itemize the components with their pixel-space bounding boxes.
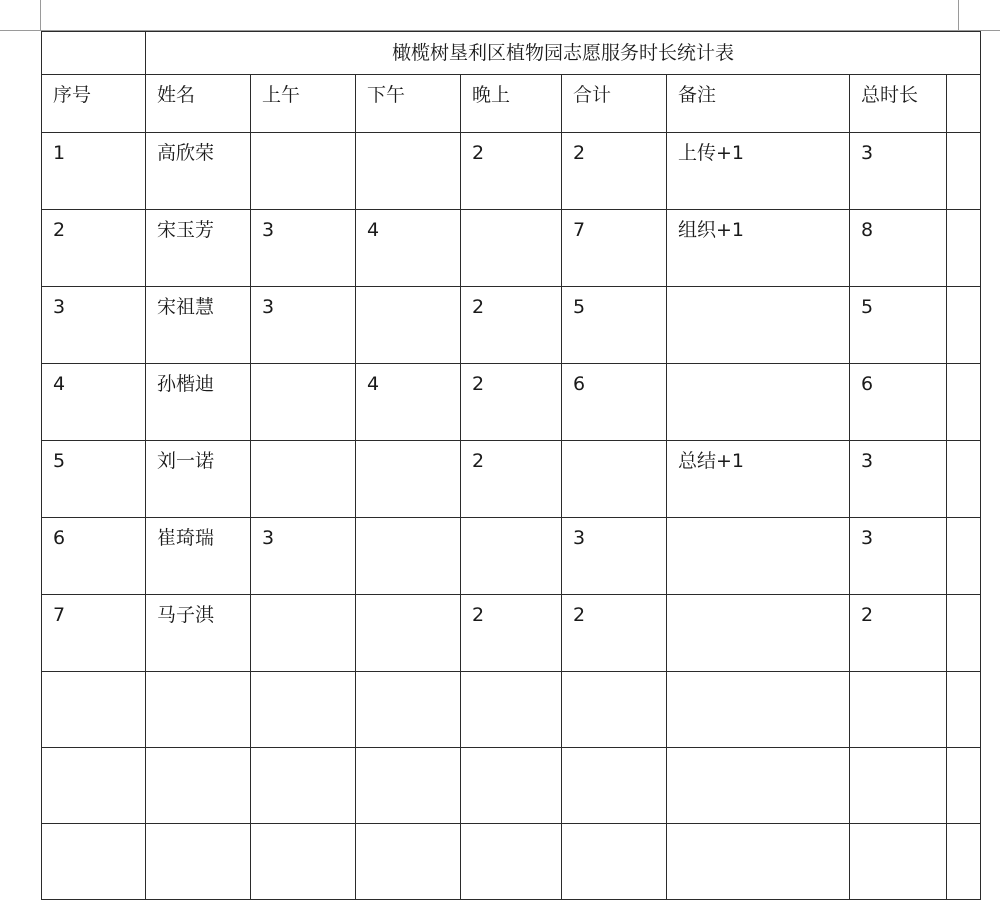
header-evening: 晚上	[472, 84, 511, 106]
cell-value	[947, 133, 980, 141]
empty-table-cell[interactable]	[850, 672, 947, 748]
table-cell[interactable]	[42, 287, 146, 364]
cell-value: 组织+1	[678, 219, 745, 241]
table-cell[interactable]	[251, 287, 356, 364]
table-cell[interactable]	[461, 287, 562, 364]
cell-value: 总结+1	[678, 450, 745, 472]
cell-value: 5	[573, 296, 586, 318]
empty-table-cell[interactable]	[667, 748, 850, 824]
header-name: 姓名	[157, 84, 196, 106]
table-cell[interactable]	[562, 595, 667, 672]
cell-value	[947, 595, 980, 603]
cell-value: 3	[573, 527, 586, 549]
table-cell[interactable]	[146, 133, 251, 210]
cell-value	[947, 287, 980, 295]
empty-table-cell[interactable]	[356, 748, 461, 824]
table-cell[interactable]	[667, 518, 850, 595]
empty-table-row	[42, 824, 981, 900]
header-row	[42, 75, 981, 133]
cell-value: 3	[861, 527, 874, 549]
cell-value	[461, 518, 561, 526]
table-row	[42, 595, 981, 672]
cell-value: 4	[367, 219, 380, 241]
table-cell[interactable]	[947, 364, 981, 441]
table-cell[interactable]	[251, 133, 356, 210]
header-extra	[947, 75, 980, 83]
table-cell[interactable]	[251, 595, 356, 672]
table-cell[interactable]	[146, 518, 251, 595]
table-cell[interactable]	[667, 287, 850, 364]
title-blank-cell[interactable]	[42, 32, 146, 75]
cell-value	[461, 210, 561, 218]
cell-value	[947, 441, 980, 449]
empty-table-cell[interactable]	[850, 824, 947, 900]
table-cell[interactable]	[461, 441, 562, 518]
table-cell[interactable]	[947, 595, 981, 672]
cell-value	[947, 210, 980, 218]
table-cell[interactable]	[461, 133, 562, 210]
cell-value	[667, 595, 849, 603]
table-cell[interactable]	[947, 287, 981, 364]
table-cell[interactable]	[461, 210, 562, 287]
table-cell[interactable]	[146, 364, 251, 441]
table-cell[interactable]	[850, 595, 947, 672]
table-cell[interactable]	[850, 210, 947, 287]
cell-value: 2	[472, 450, 485, 472]
empty-table-cell[interactable]	[667, 824, 850, 900]
header-cell[interactable]	[667, 75, 850, 133]
empty-table-row	[42, 672, 981, 748]
cell-value: 宋玉芳	[157, 219, 215, 241]
table-cell[interactable]	[850, 518, 947, 595]
table-row	[42, 210, 981, 287]
cell-value: 4	[53, 373, 66, 395]
cell-value: 6	[573, 373, 586, 395]
table-cell[interactable]	[356, 441, 461, 518]
cell-value: 马子淇	[157, 604, 215, 626]
table-cell[interactable]	[667, 133, 850, 210]
cell-value	[947, 518, 980, 526]
empty-table-cell[interactable]	[42, 824, 146, 900]
table-cell[interactable]	[356, 133, 461, 210]
empty-table-cell[interactable]	[146, 824, 251, 900]
cell-value: 2	[573, 142, 586, 164]
table-row	[42, 518, 981, 595]
header-cell[interactable]	[562, 75, 667, 133]
cell-value: 7	[53, 604, 66, 626]
cell-value: 5	[861, 296, 874, 318]
empty-table-cell[interactable]	[251, 824, 356, 900]
empty-table-cell[interactable]	[562, 748, 667, 824]
cell-value: 3	[262, 527, 275, 549]
empty-table-cell[interactable]	[356, 672, 461, 748]
cell-value	[251, 133, 355, 141]
empty-table-row	[42, 748, 981, 824]
cell-value	[356, 518, 460, 526]
table-cell[interactable]	[947, 518, 981, 595]
cell-value: 2	[472, 296, 485, 318]
cell-value: 2	[861, 604, 874, 626]
header-seq: 序号	[53, 84, 92, 106]
header-cell[interactable]	[251, 75, 356, 133]
cell-value: 2	[472, 373, 485, 395]
table-cell[interactable]	[562, 287, 667, 364]
table-cell[interactable]	[461, 518, 562, 595]
cell-value: 8	[861, 219, 874, 241]
table-cell[interactable]	[251, 441, 356, 518]
cell-value: 2	[472, 604, 485, 626]
table-cell[interactable]	[356, 210, 461, 287]
table-cell[interactable]	[850, 441, 947, 518]
empty-table-cell[interactable]	[461, 824, 562, 900]
volunteer-hours-table	[41, 31, 981, 900]
table-cell[interactable]	[356, 364, 461, 441]
table-cell[interactable]	[42, 210, 146, 287]
table-cell[interactable]	[850, 133, 947, 210]
empty-table-cell[interactable]	[850, 748, 947, 824]
cell-value	[251, 441, 355, 449]
empty-table-cell[interactable]	[146, 748, 251, 824]
table-cell[interactable]	[42, 518, 146, 595]
table-title-cell[interactable]	[146, 32, 981, 75]
header-remarks: 备注	[678, 84, 717, 106]
table-cell[interactable]	[947, 441, 981, 518]
cell-value	[356, 287, 460, 295]
table-row	[42, 133, 981, 210]
table-cell[interactable]	[562, 133, 667, 210]
header-morning: 上午	[262, 84, 301, 106]
table-cell[interactable]	[562, 518, 667, 595]
cell-value: 6	[861, 373, 874, 395]
cell-value	[356, 595, 460, 603]
cell-value	[667, 518, 849, 526]
cell-value: 5	[53, 450, 66, 472]
table-cell[interactable]	[146, 441, 251, 518]
cell-value: 7	[573, 219, 586, 241]
header-afternoon: 下午	[367, 84, 406, 106]
cell-value: 3	[861, 142, 874, 164]
cell-value	[667, 364, 849, 372]
table-cell[interactable]	[667, 441, 850, 518]
table-cell[interactable]	[251, 364, 356, 441]
table-cell[interactable]	[850, 287, 947, 364]
cell-value	[356, 441, 460, 449]
empty-table-cell[interactable]	[667, 672, 850, 748]
table-cell[interactable]	[461, 595, 562, 672]
cell-value	[947, 364, 980, 372]
table-cell[interactable]	[356, 518, 461, 595]
cell-value: 2	[573, 604, 586, 626]
cell-value: 高欣荣	[157, 142, 215, 164]
table-cell[interactable]	[562, 210, 667, 287]
table-cell[interactable]	[146, 287, 251, 364]
table-cell[interactable]	[562, 441, 667, 518]
empty-table-cell[interactable]	[461, 672, 562, 748]
empty-table-cell[interactable]	[251, 672, 356, 748]
cell-value: 6	[53, 527, 66, 549]
cell-value	[251, 595, 355, 603]
table-cell[interactable]	[356, 595, 461, 672]
table-cell[interactable]	[850, 364, 947, 441]
header-cell[interactable]	[146, 75, 251, 133]
cell-value: 1	[53, 142, 66, 164]
table-cell[interactable]	[251, 210, 356, 287]
empty-table-cell[interactable]	[562, 672, 667, 748]
empty-table-cell[interactable]	[562, 824, 667, 900]
cell-value	[562, 441, 666, 449]
table-cell[interactable]	[356, 287, 461, 364]
cell-value: 3	[861, 450, 874, 472]
cell-value: 3	[262, 296, 275, 318]
empty-table-cell[interactable]	[146, 672, 251, 748]
table-cell[interactable]	[42, 133, 146, 210]
table-row	[42, 287, 981, 364]
table-cell[interactable]	[42, 595, 146, 672]
empty-table-cell[interactable]	[42, 748, 146, 824]
table-cell[interactable]	[42, 441, 146, 518]
cell-value: 宋祖慧	[157, 296, 215, 318]
empty-table-cell[interactable]	[947, 748, 981, 824]
cell-value	[356, 133, 460, 141]
header-cell[interactable]	[461, 75, 562, 133]
cell-value: 3	[53, 296, 66, 318]
table-cell[interactable]	[947, 210, 981, 287]
cell-value: 3	[262, 219, 275, 241]
cell-value: 孙楷迪	[157, 373, 215, 395]
table-cell[interactable]	[42, 364, 146, 441]
page-margin-guide-right	[958, 0, 959, 31]
table-cell[interactable]	[667, 364, 850, 441]
empty-table-cell[interactable]	[42, 672, 146, 748]
table-cell[interactable]	[146, 210, 251, 287]
page-margin-guide-left	[40, 0, 41, 31]
table-cell[interactable]	[562, 364, 667, 441]
empty-table-cell[interactable]	[356, 824, 461, 900]
cell-value: 2	[53, 219, 66, 241]
cell-value: 2	[472, 142, 485, 164]
cell-value	[667, 287, 849, 295]
title-row	[42, 32, 981, 75]
table-cell[interactable]	[461, 364, 562, 441]
header-cell[interactable]	[356, 75, 461, 133]
header-cell[interactable]	[947, 75, 981, 133]
header-cell[interactable]	[42, 75, 146, 133]
table-cell[interactable]	[667, 595, 850, 672]
cell-value: 4	[367, 373, 380, 395]
cell-value: 上传+1	[678, 142, 745, 164]
header-cell[interactable]	[850, 75, 947, 133]
empty-table-cell[interactable]	[461, 748, 562, 824]
header-subtotal: 合计	[573, 84, 612, 106]
cell-value: 刘一诺	[157, 450, 215, 472]
cell-value: 崔琦瑞	[157, 527, 215, 549]
table-cell[interactable]	[251, 518, 356, 595]
empty-table-cell[interactable]	[947, 824, 981, 900]
empty-table-cell[interactable]	[947, 672, 981, 748]
table-cell[interactable]	[667, 210, 850, 287]
table-title: 橄榄树垦利区植物园志愿服务时长统计表	[392, 42, 735, 64]
table-row	[42, 364, 981, 441]
empty-table-cell[interactable]	[251, 748, 356, 824]
table-cell[interactable]	[947, 133, 981, 210]
table-row	[42, 441, 981, 518]
table-cell[interactable]	[146, 595, 251, 672]
cell-value	[251, 364, 355, 372]
header-total-hours: 总时长	[861, 84, 919, 106]
